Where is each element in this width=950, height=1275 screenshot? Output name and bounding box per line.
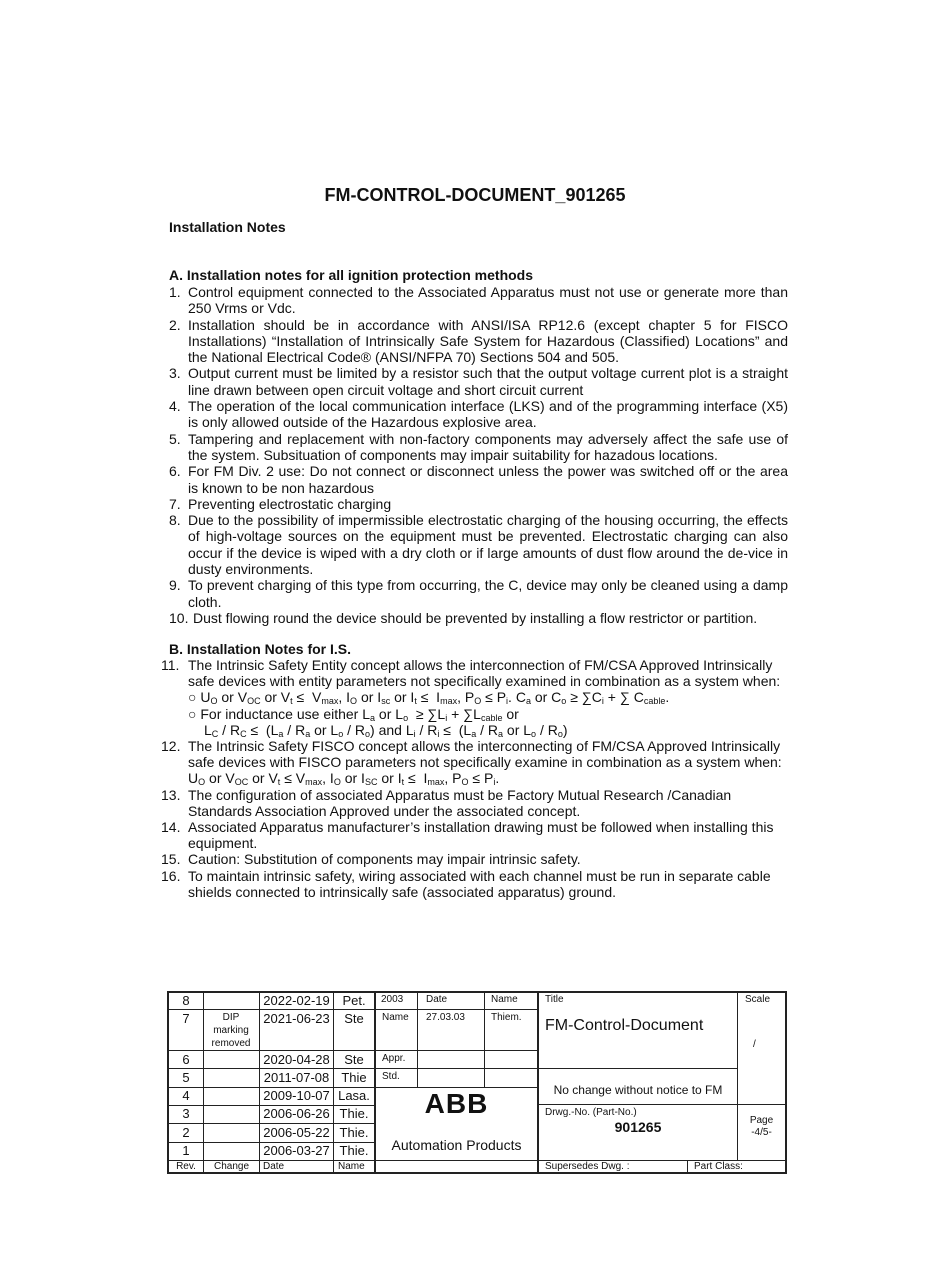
approved-label: Appr. (382, 1053, 406, 1064)
drawing-title: FM-Control-Document (545, 1017, 704, 1034)
supersedes-label: Supersedes Dwg. : (545, 1161, 630, 1172)
note-item: 3. Output current must be limited by a resistor such that the output voltage current plot is a straight line drawn between open circuit voltage and short circuit current (169, 365, 788, 398)
company-logo: ABB (424, 1088, 489, 1119)
note-item: 2. Installation should be in accordance with ANSI/ISA RP12.6 (except chapter 5 for FISCO Installations) “Installation of Intrinsically Safe System for Hazardous (Classified) Locations” and the National Electrical Code® (ANSI/NFPA 70) Sections 504 and 505. (169, 316, 788, 366)
title-label: Title (545, 994, 564, 1005)
entity-parameters-condition: ○ $U_O$ or $V_{OC}$ or $V_t \le V_{max}$, $I_O$ or $I_{sc}$ or $I_t \le I_{max}$, $P_O \le P_i$. $C_a$ or $C_o \ge \sum C_i$ + ∑ $C_{cable}$. (188, 689, 670, 707)
drawn-name-label: Name (382, 1012, 409, 1023)
note-item: 8. Due to the possibility of impermissible electrostatic charging of the housing occurring, the effects of high-voltage sources on the equipment must be prevented. Electrostatic charging can also occur if the device is wiped with a dry cloth or if large amounts of dust flow around the de-vice in dusty environments. (169, 512, 788, 578)
standard-label: Std. (382, 1071, 400, 1082)
note-item: 1. Control equipment connected to the Associated Apparatus must not use or generate more than 250 Vrms or Vdc. (169, 284, 788, 317)
scale-label: Scale (745, 994, 771, 1005)
page-number: -4/5- (751, 1127, 772, 1138)
rev-date: 2011-07-08 (263, 1070, 330, 1085)
document-title: FM-CONTROL-DOCUMENT_901265 (324, 185, 626, 205)
rev-change: DIP marking removed (211, 1012, 251, 1049)
inductance-ratio-condition: $L_C / R_C \le (L_a / R_a$ or $L_o / R_o$) and $L_i / R_i \le (L_a / R_a$ or $L_o / R_o$) (204, 721, 568, 739)
rev-name: Ste (344, 1052, 364, 1067)
rev-date: 2009-10-07 (263, 1088, 330, 1103)
note-item: 15. Caution: Substitution of components may impair intrinsic safety. (161, 851, 581, 868)
change-notice: No change without notice to FM (553, 1083, 723, 1097)
rev-date: 2006-06-26 (263, 1106, 330, 1121)
rev-name: Pet. (342, 993, 366, 1008)
rev-date: 2022-02-19 (263, 993, 330, 1008)
rev-name: Thie (341, 1070, 367, 1085)
inductance-condition: ○ For inductance use either $L_a$ or $L_o \ge \sum L_i + \sum L_{cable}$ or (188, 705, 519, 723)
installation-notes-heading: Installation Notes (169, 219, 286, 235)
rev-name: Thie. (339, 1143, 369, 1158)
note-item: 6. For FM Div. 2 use: Do not connect or disconnect unless the power was switched off or the area is known to be non hazardous (169, 463, 788, 496)
note-item: 16. To maintain intrinsic safety, wiring associated with each channel must be run in separate cable shields connected to intrinsically safe (associated apparatus) ground. (161, 867, 771, 900)
drawn-date: 27.03.03 (426, 1012, 465, 1023)
note-item: 11. The Intrinsic Safety Entity concept allows the interconnection of FM/CSA Approved Intrinsically safe devices with entity parameters not specifically examined in combination as a system when: ○ $U_O$ or $V_{OC}$ or $V_t \le V_{max}$, $I_O$ or $I_{sc}$ or $I_t \le I_{max}$, $P_O \le P_i$. $C_a$ or $C_o \ge \sum C_i$ + ∑ $C_{cable}$. ○ For inductance use either $L_a$ or $L_o \ge \sum L_i + \sum L_{cable}$ or $L_C / R_C \le (L_a / R_a$ or $L_o / R_o$) and $L_i / R_i \le (L_a / R_a$ or $L_o / R_o$) (161, 657, 788, 738)
rev-date: 2006-03-27 (263, 1143, 330, 1158)
section-b-heading: B. Installation Notes for I.S. (169, 641, 352, 657)
section-b-list (161, 657, 788, 900)
page-label: Page (749, 1115, 774, 1126)
part-class-label: Part Class: (694, 1161, 743, 1172)
date-label: Date (426, 994, 448, 1005)
note-item: 5. Tampering and replacement with non-factory components may adversely affect the safe use of the system. Subsituation of components may impair suitability for hazadous locations. (169, 430, 788, 463)
rev-date: 2006-05-22 (263, 1125, 330, 1140)
year-label: 2003 (381, 994, 404, 1005)
note-item: 7. Preventing electrostatic charging (169, 495, 392, 512)
rev-date: 2020-04-28 (263, 1052, 330, 1067)
note-item: 9. To prevent charging of this type from occurring, the C, device may only be cleaned using a damp cloth. (169, 577, 788, 610)
rev-number: 4 (182, 1088, 190, 1103)
drawing-number-label: Drwg.-No. (Part-No.) (545, 1107, 637, 1118)
date-column-label: Date (263, 1161, 285, 1172)
note-item: 14. Associated Apparatus manufacturer’s installation drawing must be followed when installing this equipment. (161, 819, 774, 852)
section-a-list (169, 284, 788, 626)
rev-name: Ste (344, 1011, 364, 1026)
scale-value: / (753, 1039, 756, 1050)
note-item: 12. The Intrinsic Safety FISCO concept allows the interconnecting of FM/CSA Approved Intrinsically safe devices with FISCO parameters not specifically examine in combination as a system when: $U_O$ or $V_{OC}$ or $V_t \le V_{max}$, $I_O$ or $I_{SC}$ or $I_t \le I_{max}$, $P_O \le P_i$. (161, 738, 788, 787)
rev-number: 8 (182, 993, 190, 1008)
title-block (167, 991, 787, 1174)
rev-column-label: Rev. (176, 1161, 196, 1172)
rev-number: 3 (182, 1106, 190, 1121)
rev-number: 1 (182, 1143, 190, 1158)
change-column-label: Change (213, 1161, 250, 1172)
division-name: Automation Products (391, 1137, 522, 1153)
note-item: 13. The configuration of associated Apparatus must be Factory Mutual Research /Canadian Standards Association Approved under the associated concept. (161, 786, 732, 819)
rev-number: 6 (182, 1052, 190, 1067)
note-item: 4. The operation of the local communication interface (LKS) and of the programming interface (X5) is only allowed outside of the Hazardous explosive area. (169, 398, 788, 431)
name-column-label: Name (338, 1161, 365, 1172)
rev-number: 2 (182, 1125, 190, 1140)
fisco-parameters-condition: $U_O$ or $V_{OC}$ or $V_t \le V_{max}$, $I_O$ or $I_{SC}$ or $I_t \le I_{max}$, $P_O \le P_i$. (188, 770, 500, 788)
rev-date: 2021-06-23 (263, 1011, 330, 1026)
drawn-by: Thiem. (491, 1012, 522, 1023)
rev-number: 7 (182, 1011, 190, 1026)
rev-name: Thie. (339, 1106, 369, 1121)
rev-name: Lasa. (338, 1088, 370, 1103)
rev-name: Thie. (339, 1125, 369, 1140)
note-item: 10. Dust flowing round the device should be prevented by installing a flow restrictor or partition. (169, 609, 758, 626)
name-label: Name (491, 994, 518, 1005)
rev-number: 5 (182, 1070, 190, 1085)
section-a-heading: A. Installation notes for all ignition protection methods (169, 267, 534, 283)
drawing-number: 901265 (614, 1119, 662, 1135)
